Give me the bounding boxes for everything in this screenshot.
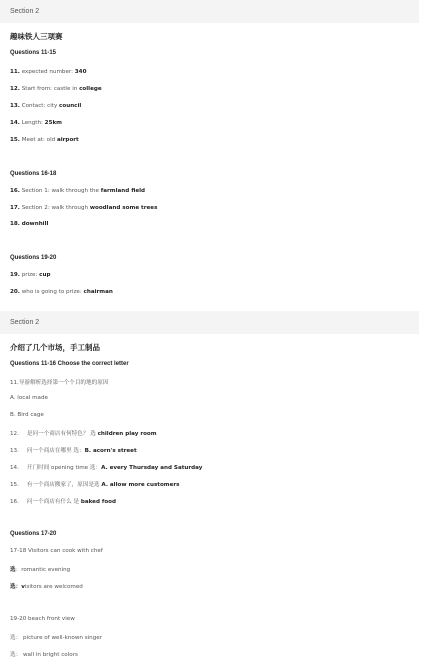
- selection-line: 选：romantic evening: [10, 567, 71, 573]
- questions-heading: Questions 17-20: [10, 531, 57, 537]
- question-item: 15. 有一个商店搬家了，原因是选 A. allow more customers: [10, 482, 180, 488]
- questions-heading: Questions 16-18: [10, 171, 57, 177]
- question-item: 20. who is going to prize: chairman: [10, 289, 113, 295]
- section-title: 趣味铁人三项赛: [10, 32, 63, 41]
- questions-heading: Questions 11-16 Choose the correct letter: [10, 361, 129, 367]
- option-b: B. Bird cage: [10, 412, 44, 418]
- question-item: 12. Start from: castle in college: [10, 86, 102, 92]
- question-item: 17. Section 2: walk through woodland some trees: [10, 205, 158, 211]
- question-intro: 11.导游解析选择第一个个目的地的原因: [10, 380, 109, 386]
- option-a: A. local made: [10, 395, 48, 401]
- question-item: 16. Section 1: walk through the farmland field: [10, 188, 146, 194]
- questions-heading: Questions 19-20: [10, 255, 57, 261]
- question-item: 11. expected number: 340: [10, 69, 87, 75]
- sub-question: 19-20 beach front view: [10, 616, 75, 622]
- questions-heading: Questions 11-15: [10, 50, 57, 56]
- selection-line: 选： wall in bright colors: [10, 652, 78, 658]
- question-item: 19. prize: cup: [10, 272, 51, 278]
- section-header: Section 2: [0, 0, 419, 23]
- section-title: 介绍了几个市场，手工制品: [10, 343, 100, 352]
- question-item: 18. downhill: [10, 221, 49, 227]
- question-item: 13. Contact: city council: [10, 103, 82, 109]
- section-header: Section 2: [0, 311, 419, 334]
- sub-question: 17-18 Visitors can cook with chef: [10, 548, 103, 554]
- selection-line: 选：visitors are welcomed: [10, 584, 83, 590]
- question-item: 13. 问一个商店在哪里 选：B. acorn's street: [10, 448, 137, 454]
- selection-line: 选： picture of well-known singer: [10, 635, 103, 641]
- question-item: 16. 问一个商店有什么 是 baked food: [10, 499, 117, 505]
- question-item: 15. Meet at: old airport: [10, 137, 79, 143]
- question-item: 14. 开门时间 opening time 选：A. every Thursday and Saturday: [10, 465, 203, 471]
- question-item: 14. Length: 25km: [10, 120, 63, 126]
- question-item: 12. 是问一个商店有何特色？ 选 children play room: [10, 431, 157, 437]
